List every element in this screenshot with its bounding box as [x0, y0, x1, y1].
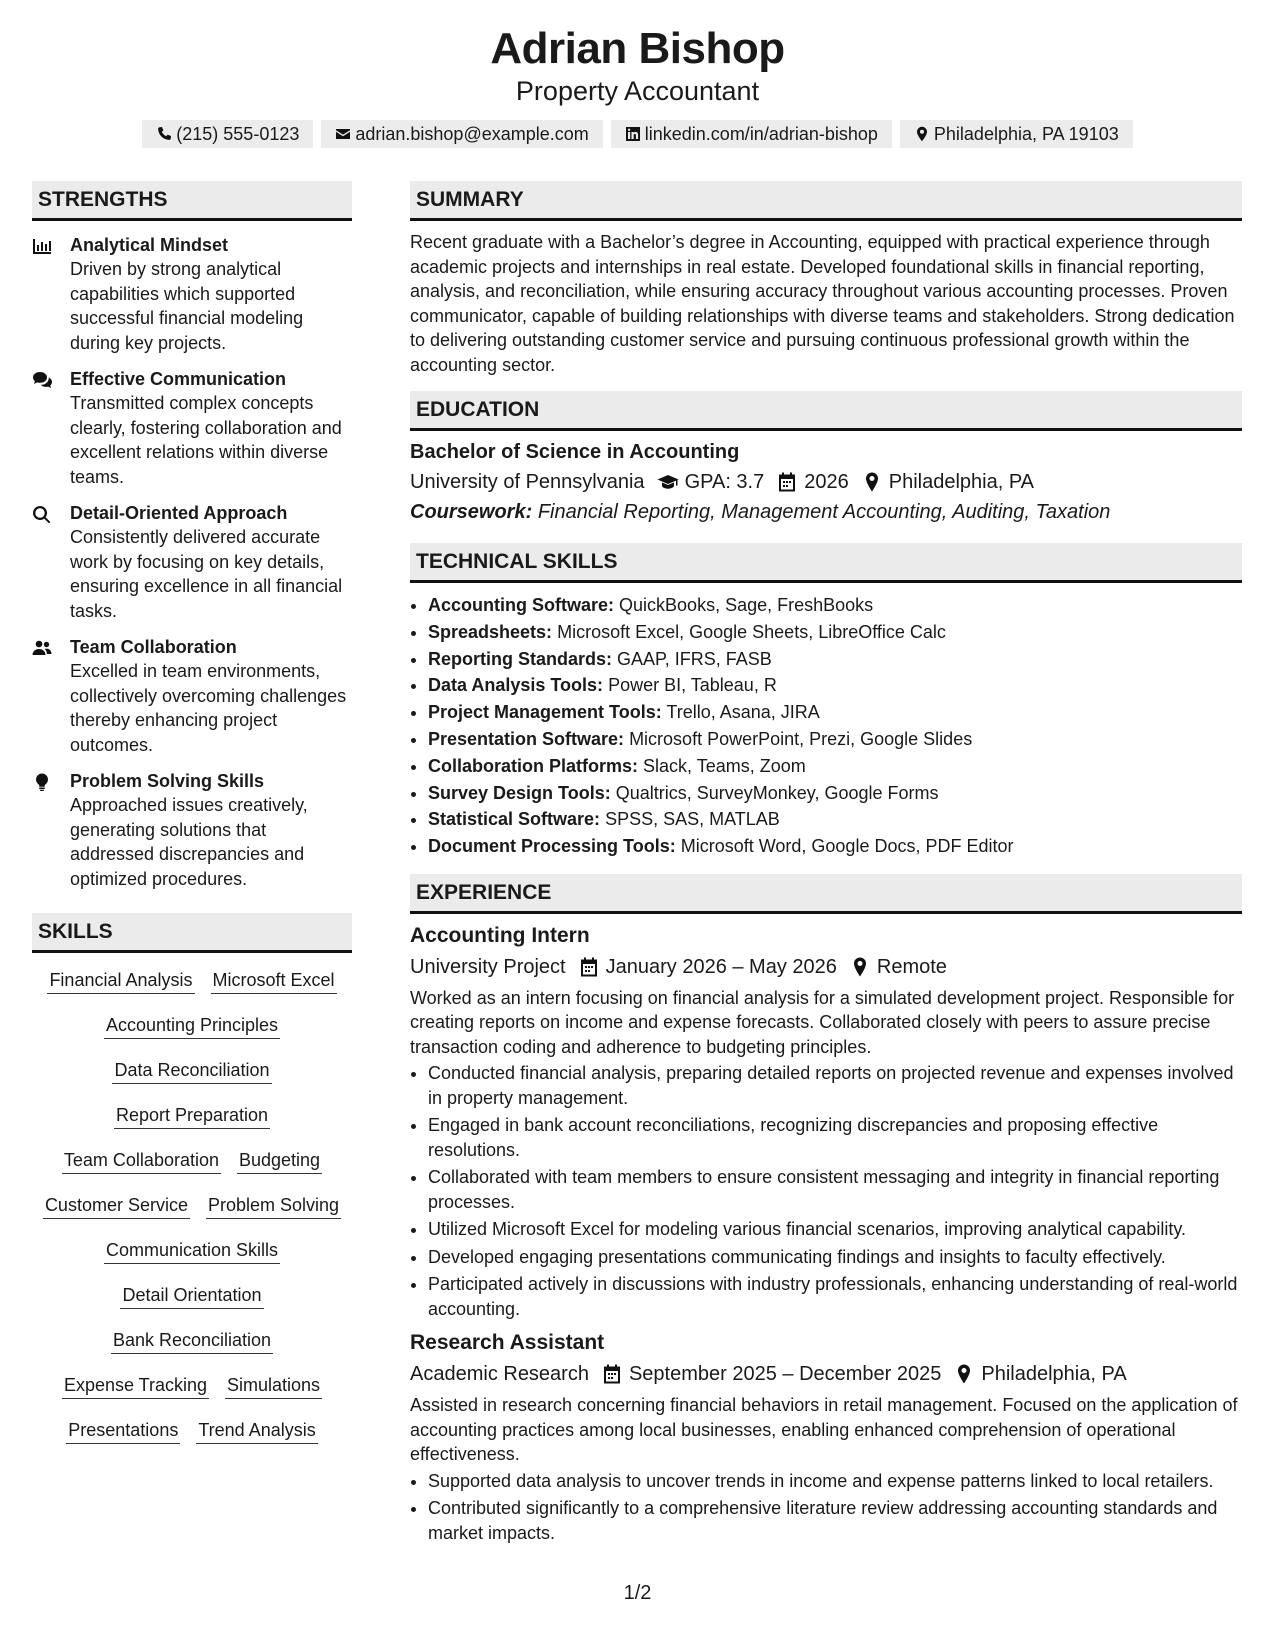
skill-tag: Communication Skills — [104, 1239, 280, 1264]
experience-heading: EXPERIENCE — [410, 874, 1242, 914]
tech-value: Trello, Asana, JIRA — [666, 702, 820, 723]
map-pin-icon — [849, 957, 871, 977]
skill-tag: Bank Reconciliation — [111, 1329, 273, 1354]
job-meta — [410, 1361, 1242, 1387]
tech-label: Accounting Software: — [428, 595, 615, 615]
tech-label: Statistical Software: — [428, 809, 601, 830]
strength-title: Effective Communication — [70, 369, 287, 389]
comments-icon — [32, 371, 52, 389]
skill-tag: Customer Service — [43, 1194, 190, 1219]
tech-value: Qualtrics, SurveyMonkey, Google Forms — [615, 782, 939, 803]
strength-desc: Excelled in team environments, collectively overcoming challenges thereby enhancing project outcomes. — [70, 661, 347, 755]
job-bullets — [410, 1061, 1242, 1321]
tech-label: Survey Design Tools: — [428, 782, 611, 803]
strength-title: Team Collaboration — [70, 637, 237, 657]
list-item — [428, 592, 1242, 619]
contact-location-text: Philadelphia, PA 19103 — [933, 124, 1119, 144]
left-column — [32, 181, 352, 1444]
tech-value: GAAP, IFRS, FASB — [617, 648, 772, 669]
skill-tag: Financial Analysis — [47, 969, 194, 994]
job-dates: January 2026 – May 2026 — [605, 955, 837, 978]
resume-header — [0, 0, 1275, 148]
strength-title: Detail-Oriented Approach — [70, 503, 288, 523]
contact-bar — [0, 120, 1275, 148]
map-pin-icon — [953, 1364, 975, 1384]
list-item — [428, 833, 1242, 860]
strength-item — [32, 635, 352, 757]
education-meta — [410, 469, 1242, 495]
tech-label: Collaboration Platforms: — [428, 755, 639, 776]
strength-desc: Approached issues creatively, generating solutions that addressed discrepancies and optimized procedures. — [70, 795, 308, 889]
education-degree: Bachelor of Science in Accounting — [410, 441, 740, 463]
tech-label: Reporting Standards: — [428, 648, 613, 669]
contact-linkedin[interactable] — [611, 120, 892, 148]
tech-value: SPSS, SAS, MATLAB — [605, 809, 780, 830]
list-item — [428, 780, 1242, 807]
coursework-label: Coursework: — [410, 501, 533, 523]
strength-desc: Consistently delivered accurate work by focusing on key details, ensuring excellence in all financial tasks. — [70, 527, 343, 621]
job-description: Worked as an intern focusing on financial analysis for a simulated development project. Responsible for creating reports on income and expense forecasts. Collaborated closely with peers to assure precise transaction coding and adherence to budgeting principles. — [410, 987, 1235, 1057]
job-description: Assisted in research concerning financial behaviors in retail management. Focused on the application of accounting practices among local businesses, enabling enhanced comprehension of operational effectiveness. — [410, 1395, 1238, 1465]
linkedin-icon — [625, 126, 641, 142]
strengths-list — [32, 233, 352, 891]
strength-desc: Transmitted complex concepts clearly, fostering collaboration and excellent relations within diverse teams. — [70, 393, 342, 487]
contact-phone-text: (215) 555-0123 — [176, 124, 300, 144]
skill-tag: Budgeting — [237, 1149, 322, 1174]
tech-label: Project Management Tools: — [428, 702, 662, 723]
education-gpa: GPA: 3.7 — [684, 471, 765, 493]
lightbulb-icon — [32, 773, 52, 791]
contact-email-text: adrian.bishop@example.com — [355, 124, 589, 144]
phone-icon — [156, 126, 172, 142]
list-item: • Participated actively in discussions with industry professionals, enhancing understanding of real-world accounting. — [428, 1272, 1242, 1321]
strength-title: Analytical Mindset — [70, 235, 229, 255]
candidate-role: Property Accountant — [515, 76, 760, 106]
skills-tag-cloud — [32, 969, 352, 1444]
tech-value: QuickBooks, Sage, FreshBooks — [619, 595, 874, 615]
skill-tag: Problem Solving — [206, 1194, 341, 1219]
list-item — [428, 672, 1242, 699]
calendar-icon — [578, 957, 600, 977]
education-heading: EDUCATION — [410, 391, 1242, 431]
job-location: Philadelphia, PA — [981, 1363, 1127, 1386]
skill-tag: Team Collaboration — [62, 1149, 221, 1174]
skill-tag: Accounting Principles — [104, 1014, 280, 1039]
education-year: 2026 — [804, 471, 849, 493]
job-org: University Project — [410, 955, 566, 978]
job-meta — [410, 954, 1242, 980]
list-item — [428, 806, 1242, 833]
tech-value: Microsoft Excel, Google Sheets, LibreOffice Calc — [557, 621, 946, 642]
tech-label: Presentation Software: — [428, 728, 625, 749]
job-bullets — [410, 1469, 1242, 1546]
strength-item — [32, 501, 352, 623]
job-title: Research Assistant — [410, 1331, 605, 1355]
strength-item — [32, 367, 352, 489]
contact-phone[interactable] — [142, 120, 313, 148]
list-item: • Supported data analysis to uncover trends in income and expense patterns linked to local retailers. — [428, 1469, 1242, 1494]
contact-email[interactable] — [321, 120, 602, 148]
job-title: Accounting Intern — [410, 923, 590, 947]
skill-tag: Report Preparation — [114, 1104, 270, 1129]
strength-item — [32, 769, 352, 891]
tech-value: Microsoft PowerPoint, Prezi, Google Slides — [629, 728, 973, 749]
tech-label: Data Analysis Tools: — [428, 675, 604, 696]
skill-tag: Expense Tracking — [62, 1374, 209, 1399]
tech-label: Document Processing Tools: — [428, 836, 676, 857]
strength-title: Problem Solving Skills — [70, 771, 265, 791]
list-item: • Engaged in bank account reconciliations, recognizing discrepancies and proposing effective resolutions. — [428, 1113, 1242, 1162]
list-item: • Contributed significantly to a comprehensive literature review addressing accounting standards and market impacts. — [428, 1496, 1242, 1545]
calendar-icon — [776, 472, 798, 492]
tech-value: Slack, Teams, Zoom — [643, 755, 806, 776]
bar-chart-icon — [32, 237, 52, 255]
technical-skills-list — [410, 592, 1242, 860]
candidate-name: Adrian Bishop — [490, 24, 785, 73]
envelope-icon — [335, 126, 351, 142]
education-location: Philadelphia, PA — [888, 471, 1035, 493]
skill-tag: Presentations — [66, 1419, 180, 1444]
tech-value: Power BI, Tableau, R — [608, 675, 777, 696]
skill-tag: Simulations — [225, 1374, 322, 1399]
technical-skills-heading: TECHNICAL SKILLS — [410, 543, 1242, 583]
contact-location[interactable] — [900, 120, 1133, 148]
contact-linkedin-text: linkedin.com/in/adrian-bishop — [644, 124, 878, 144]
page-indicator: 1/2 — [623, 1582, 652, 1604]
job-dates: September 2025 – December 2025 — [628, 1363, 942, 1386]
list-item — [428, 646, 1242, 673]
skill-tag: Detail Orientation — [120, 1284, 263, 1309]
skill-tag: Microsoft Excel — [211, 969, 337, 994]
summary-text: Recent graduate with a Bachelor’s degree in Accounting, equipped with practical experience through academic projects and internships in real estate. Developed foundational skills in financial reporting, analysis, and reconciliation, while ensuring accuracy throughout various accounting processes. Proven communicator, capable of building relationships with diverse teams and stakeholders. Strong dedication to delivering outstanding customer service and pursuing continuous professional growth within the accounting sector. — [410, 232, 1235, 375]
strength-item — [32, 233, 352, 355]
list-item — [428, 726, 1242, 753]
list-item: • Conducted financial analysis, preparing detailed reports on projected revenue and expenses involved in property management. — [428, 1061, 1242, 1110]
right-column — [410, 181, 1242, 1548]
summary-heading: SUMMARY — [410, 181, 1242, 221]
education-coursework — [410, 499, 1242, 525]
coursework-list: Financial Reporting, Management Accounting, Auditing, Taxation — [537, 501, 1111, 523]
map-pin-icon — [914, 126, 930, 142]
list-item — [428, 699, 1242, 726]
tech-label: Spreadsheets: — [428, 621, 553, 642]
strengths-heading: STRENGTHS — [32, 181, 352, 221]
strength-desc: Driven by strong analytical capabilities which supported successful financial modeling during key projects. — [70, 259, 304, 353]
job-org: Academic Research — [410, 1363, 589, 1386]
list-item: • Collaborated with team members to ensure consistent messaging and integrity in financial reporting processes. — [428, 1165, 1242, 1214]
skill-tag: Data Reconciliation — [112, 1059, 271, 1084]
job-location: Remote — [876, 955, 947, 978]
calendar-icon — [601, 1364, 623, 1384]
skills-heading: SKILLS — [32, 913, 352, 953]
education-school: University of Pennsylvania — [410, 471, 645, 493]
skill-tag: Trend Analysis — [196, 1419, 317, 1444]
users-icon — [32, 639, 52, 657]
map-pin-icon — [861, 472, 883, 492]
job-entry — [410, 1329, 1242, 1545]
search-icon — [32, 505, 52, 523]
list-item — [428, 619, 1242, 646]
list-item: • Utilized Microsoft Excel for modeling various financial scenarios, improving analytical capability. — [428, 1217, 1242, 1242]
graduation-cap-icon — [657, 472, 679, 492]
list-item: • Developed engaging presentations communicating findings and insights to faculty effectively. — [428, 1245, 1242, 1270]
list-item — [428, 753, 1242, 780]
job-entry — [410, 922, 1242, 1322]
tech-value: Microsoft Word, Google Docs, PDF Editor — [680, 836, 1014, 857]
